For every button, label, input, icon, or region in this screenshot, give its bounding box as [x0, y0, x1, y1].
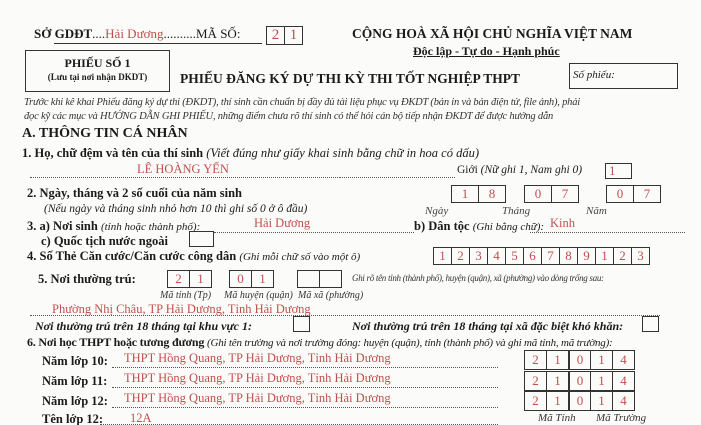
country-name: CỘNG HOÀ XÃ HỘI CHỦ NGHĨA VIỆT NAM: [352, 26, 633, 41]
phieu-so-title: PHIẾU SỐ 1: [64, 56, 131, 70]
dots: ..........: [163, 26, 196, 41]
so-gddt-label: [34, 26, 240, 42]
huyen-digit[interactable]: 0: [229, 270, 252, 288]
dots: [340, 162, 455, 178]
q3b-text: b) Dân tộc: [414, 219, 470, 233]
ma-so-digit[interactable]: 1: [284, 26, 303, 45]
q3b-label: [414, 219, 544, 234]
q3b-hint: (Ghi bằng chữ):: [472, 221, 545, 233]
intro-line-1: Trước khi kê khai Phiếu đăng ký dự thi (ĐKDT), thí sinh cần chuẩn bị đầy đủ tài liệu phục vụ ĐKDT (bản in và bản điện tử, file ảnh), phải: [24, 97, 580, 108]
id-digit[interactable]: 4: [487, 247, 506, 265]
day-label: Ngày: [425, 205, 449, 217]
tinh-digit[interactable]: 1: [189, 270, 212, 288]
gender-value[interactable]: 1: [605, 163, 632, 179]
fullname-value: LÊ HOÀNG YẾN: [137, 162, 229, 176]
intro-line-2: đọc kỹ các mục và HƯỚNG DẪN GHI PHIẾU, những điểm chưa rõ thí sinh có thể hỏi cán bộ tiếp nhận ĐKDT để được hướng dẫn: [24, 111, 554, 122]
class12-field[interactable]: [100, 412, 498, 425]
q1-label-text: 1. Họ, chữ đệm và tên của thí sinh: [22, 146, 204, 160]
ma-tinh-label: Mã Tỉnh: [538, 412, 576, 424]
grade11-school: THPT Hồng Quang, TP Hải Dương, Tỉnh Hải Dương: [124, 371, 391, 385]
phieu-so-box: [25, 50, 170, 92]
address-value: Phường Nhị Châu, TP Hải Dương, Tỉnh Hải Dương: [52, 302, 311, 316]
q3c-label: c) Quốc tịch nước ngoài: [41, 234, 168, 248]
month-digit[interactable]: 7: [551, 185, 579, 203]
phieu-so-note: (Lưu tại nơi nhận DKDT): [47, 72, 148, 82]
month-label: Tháng: [502, 205, 531, 217]
id-digit[interactable]: 5: [505, 247, 524, 265]
year-digit[interactable]: 0: [606, 185, 634, 203]
xa-digit[interactable]: [319, 270, 342, 288]
q6-text: 6. Nơi học THPT hoặc tương đương: [27, 335, 205, 349]
residence-note: Ghi rõ tên tỉnh (thành phố), huyện (quận), xã (phường) vào dòng trống sau:: [352, 273, 604, 283]
so-gddt-text: SỞ GDĐT: [34, 26, 93, 41]
id-digit[interactable]: 3: [631, 247, 650, 265]
ma-truong-digit[interactable]: 0: [568, 350, 591, 370]
fullname-field[interactable]: [30, 162, 340, 178]
huyen-label: Mã huyện (quận): [224, 290, 293, 301]
id-number-cells[interactable]: [433, 247, 650, 265]
residence-tinh-cells[interactable]: [167, 270, 212, 288]
q2-label: 2. Ngày, tháng và 2 số cuối của năm sinh: [27, 186, 242, 200]
ma-truong-digit[interactable]: 4: [612, 350, 635, 370]
grade12-label: Năm lớp 12:: [42, 394, 108, 408]
ma-tinh-digit[interactable]: 1: [546, 391, 569, 411]
month-digit[interactable]: 0: [524, 185, 552, 203]
q4-text: 4. Số Thẻ Căn cước/Căn cước công dân: [27, 249, 237, 263]
ma-truong-digit[interactable]: 4: [612, 391, 635, 411]
id-digit[interactable]: 3: [469, 247, 488, 265]
grade12-school-field[interactable]: [112, 393, 498, 408]
tinh-digit[interactable]: 2: [167, 270, 190, 288]
residence-huyen-cells[interactable]: [229, 270, 274, 288]
nationality-box[interactable]: [189, 231, 214, 247]
grade11-label: Năm lớp 11:: [42, 374, 108, 388]
xa-digit[interactable]: [297, 270, 320, 288]
ma-so-digit[interactable]: 2: [266, 26, 285, 45]
so-phieu-box[interactable]: [569, 63, 678, 89]
q2-hint: (Nếu ngày và tháng sinh nhỏ hơn 10 thì ghi số 0 ở ô đầu): [44, 203, 308, 215]
q1-hint: (Viết đúng như giấy khai sinh bằng chữ in hoa có dấu): [206, 146, 480, 160]
birth-month-cells[interactable]: [524, 185, 579, 203]
ma-tinh-digit[interactable]: 1: [546, 350, 569, 370]
id-digit[interactable]: 7: [541, 247, 560, 265]
tinh-label: Mã tỉnh (Tp): [160, 290, 212, 301]
ma-truong-digit[interactable]: 1: [590, 350, 613, 370]
q4-hint: (Ghi mỗi chữ số vào một ô): [239, 251, 361, 263]
q3a-text: 3. a) Nơi sinh: [27, 219, 98, 233]
grade11-code-cells[interactable]: [524, 371, 635, 391]
birthplace-field[interactable]: [214, 218, 414, 233]
gender-box[interactable]: [605, 163, 632, 179]
residence-xa-cells[interactable]: [297, 270, 342, 288]
ma-truong-digit[interactable]: 0: [568, 391, 591, 411]
q6-hint: (Ghi tên trường và nơi trường đóng: huyện (quận), tỉnh (thành phố) và ghi mã tỉnh, mã trường):: [207, 337, 613, 349]
dots: ....: [92, 26, 106, 41]
grade10-school: THPT Hồng Quang, TP Hải Dương, Tỉnh Hải Dương: [124, 351, 391, 365]
id-digit[interactable]: 1: [433, 247, 452, 265]
grade10-label: Năm lớp 10:: [42, 354, 108, 368]
ma-so-cells[interactable]: [266, 26, 303, 45]
id-digit[interactable]: 6: [523, 247, 542, 265]
q3a-hint: (tỉnh hoặc thành phố):: [100, 221, 201, 233]
so-phieu-label: Số phiếu:: [573, 69, 615, 81]
birth-year-cells[interactable]: [606, 185, 661, 203]
q4-label: [27, 249, 360, 264]
dbkk-label: Nơi thường trú trên 18 tháng tại xã đặc biệt khó khăn:: [352, 319, 624, 333]
birth-day-cells[interactable]: [451, 185, 506, 203]
grade10-school-field[interactable]: [112, 353, 498, 368]
so-gddt-value[interactable]: Hải Dương: [105, 26, 164, 41]
class12-value: 12A: [130, 411, 152, 425]
ma-tinh-digit[interactable]: 2: [524, 391, 547, 411]
gender-text: Giới: [457, 164, 478, 176]
ma-tinh-digit[interactable]: 2: [524, 371, 547, 391]
q6-label: [27, 335, 613, 350]
day-digit[interactable]: 8: [478, 185, 506, 203]
id-digit[interactable]: 2: [451, 247, 470, 265]
form-title: PHIẾU ĐĂNG KÝ DỰ THI KỲ THI TỐT NGHIỆP THPT: [180, 71, 520, 86]
year-digit[interactable]: 7: [633, 185, 661, 203]
class12-label: Tên lớp 12:: [42, 412, 104, 425]
gender-label: [457, 164, 582, 176]
id-digit[interactable]: 8: [559, 247, 578, 265]
ethnicity-value: Kinh: [550, 216, 575, 230]
dbkk-checkbox[interactable]: [642, 316, 659, 332]
gender-hint: (Nữ ghi 1, Nam ghi 0): [480, 164, 583, 176]
ma-truong-digit[interactable]: 1: [590, 371, 613, 391]
year-label: Năm: [586, 205, 607, 217]
section-a-title: A. THÔNG TIN CÁ NHÂN: [22, 126, 188, 141]
motto: Độc lập - Tự do - Hạnh phúc: [413, 44, 560, 58]
huyen-digit[interactable]: 1: [251, 270, 274, 288]
kv1-checkbox[interactable]: [293, 316, 310, 332]
grade12-code-cells[interactable]: [524, 391, 635, 411]
ma-truong-label: Mã Trường: [596, 412, 647, 424]
q1-label: [22, 146, 479, 161]
address-field[interactable]: [30, 303, 660, 316]
q5-label: 5. Nơi thường trú:: [38, 272, 136, 286]
id-digit[interactable]: 1: [595, 247, 614, 265]
id-digit[interactable]: 2: [613, 247, 632, 265]
ma-truong-digit[interactable]: 0: [568, 371, 591, 391]
ma-tinh-digit[interactable]: 1: [546, 371, 569, 391]
day-digit[interactable]: 1: [451, 185, 479, 203]
ma-truong-digit[interactable]: 4: [612, 371, 635, 391]
birthplace-value: Hải Dương: [254, 216, 311, 230]
grade11-school-field[interactable]: [112, 373, 498, 388]
id-digit[interactable]: 9: [577, 247, 596, 265]
xa-label: Mã xã (phường): [298, 290, 364, 301]
ethnicity-field[interactable]: [530, 218, 685, 233]
ma-truong-digit[interactable]: 1: [590, 391, 613, 411]
header-underline: [54, 43, 262, 44]
kv1-label: Nơi thường trú trên 18 tháng tại khu vực 1:: [35, 319, 252, 333]
ma-so-label: MÃ SỐ:: [196, 26, 241, 41]
grade12-school: THPT Hồng Quang, TP Hải Dương, Tỉnh Hải Dương: [124, 391, 391, 405]
q3a-label: [27, 219, 200, 234]
ma-tinh-digit[interactable]: 2: [524, 350, 547, 370]
grade10-code-cells[interactable]: [524, 350, 635, 370]
